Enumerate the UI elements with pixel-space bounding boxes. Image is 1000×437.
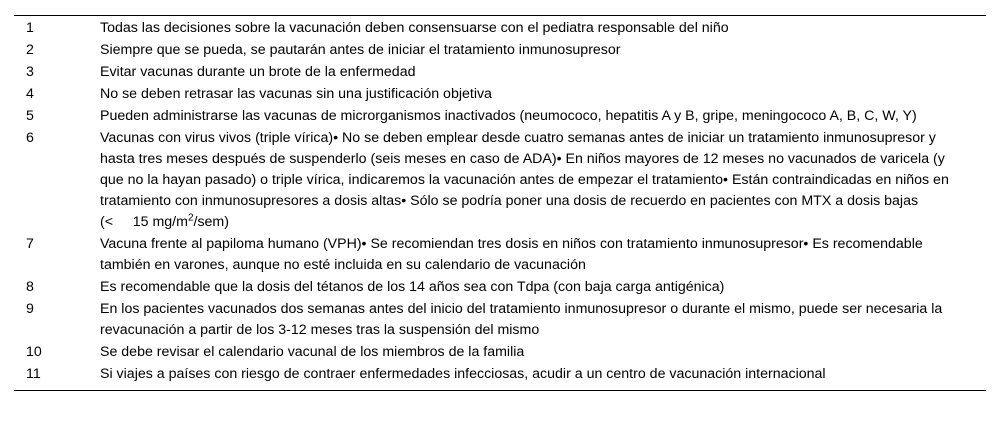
row-text: Siempre que se pueda, se pautarán antes de iniciar el tratamiento inmunosupresor [100, 42, 621, 58]
row-text: Es recomendable que la dosis del tétanos de los 14 años sea con Tdpa (con baja carga antigénica) [100, 279, 725, 295]
row-text: En los pacientes vacunados dos semanas antes del inicio del tratamiento inmunosupresor o durante el mismo, puede ser necesaria la revacunación a partir de los 3-12 meses tras la suspensión del mismo [100, 301, 943, 338]
row-number: 1 [26, 20, 34, 36]
row-number: 9 [26, 301, 34, 317]
table-row [14, 61, 986, 83]
table-row [14, 298, 986, 341]
row-text: Si viajes a países con riesgo de contraer enfermedades infecciosas, acudir a un centro de vacunación internacional [100, 366, 826, 382]
table-row [14, 127, 986, 233]
row-number: 10 [26, 344, 42, 360]
row-number: 2 [26, 42, 34, 58]
row-text-end: /sem) [193, 214, 229, 230]
row-text: Se debe revisar el calendario vacunal de los miembros de la familia [100, 344, 525, 360]
row-number: 11 [26, 366, 41, 382]
row-number: 8 [26, 279, 34, 295]
table-row [14, 276, 986, 298]
row-number: 5 [26, 108, 34, 124]
row-text: Vacuna frente al papiloma humano (VPH)• Se recomiendan tres dosis en niños con tratamiento inmunosupresor• Es recomendable también en varones, aunque no esté incluida en su calendario de vacunación [100, 236, 923, 273]
row-text-dose: 15 mg/m [132, 214, 188, 230]
row-text: No se deben retrasar las vacunas sin una justificación objetiva [100, 86, 492, 102]
row-text: Evitar vacunas durante un brote de la enfermedad [100, 64, 416, 80]
table-row [14, 16, 986, 40]
recommendations-table [14, 15, 986, 391]
row-number: 4 [26, 86, 34, 102]
table-row [14, 233, 986, 276]
row-text: Todas las decisiones sobre la vacunación deben consensuarse con el pediatra responsable del niño [100, 20, 729, 36]
table-row [14, 39, 986, 61]
row-number: 3 [26, 64, 34, 80]
row-number: 6 [26, 130, 34, 146]
row-text [100, 127, 986, 233]
row-number: 7 [26, 236, 34, 252]
table-row [14, 105, 986, 127]
table-row [14, 83, 986, 105]
row-text-main: Vacunas con virus vivos (triple vírica)• No se deben emplear desde cuatro semanas antes de iniciar un tratamiento inmunosupresor y hasta tres meses después de suspenderlo (seis meses en caso de ADA)• En niños mayores de 12 meses no vacunados de varicela (y que no la hayan pasado) o triple vírica, indicaremos la vacunación antes de empezar el tratamiento• Están contraindicadas en niños en tratamiento con inmunosupresores a dosis altas• Sólo se podría poner una dosis de recuerdo en pacientes con MTX a dosis bajas (< [100, 130, 949, 230]
row-text: Pueden administrarse las vacunas de microrganismos inactivados (neumococo, hepatitis A y B, gripe, meningococo A, B, C, W, Y) [100, 108, 917, 124]
table-row [14, 341, 986, 363]
row-text-superscript: 2 [187, 212, 194, 224]
table-row [14, 363, 986, 391]
